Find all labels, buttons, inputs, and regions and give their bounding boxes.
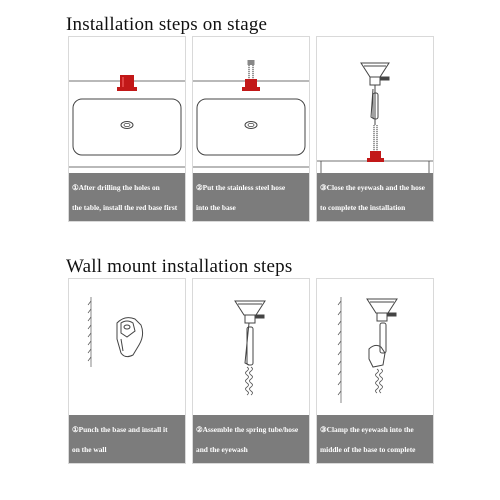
wall-bracket-illustration bbox=[69, 279, 185, 417]
wall-bracket-icon bbox=[369, 345, 385, 367]
eyewash-head-icon bbox=[367, 299, 397, 353]
wall-step-1-caption: ①Punch the base and install it on the wall bbox=[69, 415, 185, 463]
eyewash-stage-illustration bbox=[317, 37, 433, 175]
wall-hatch-icon bbox=[338, 297, 341, 403]
eyewash-spring-illustration bbox=[193, 279, 309, 417]
stage-step-2-panel bbox=[192, 36, 310, 222]
sink-hose-illustration bbox=[193, 37, 309, 175]
stage-step-1-caption: ①After drilling the holes on the table, install the red base first bbox=[69, 173, 185, 221]
hose-icon bbox=[248, 60, 255, 81]
wall-bracket-icon bbox=[117, 318, 143, 357]
stage-step-1-panel bbox=[68, 36, 186, 222]
wall-hatch-icon bbox=[88, 297, 91, 367]
eyewash-head-icon bbox=[361, 63, 389, 125]
wall-step-2-panel bbox=[192, 278, 310, 464]
wall-step-2-caption: ②Assemble the spring tube/hose and the eyewash bbox=[193, 415, 309, 463]
hose-icon bbox=[374, 125, 377, 155]
spring-tube-icon bbox=[246, 367, 253, 395]
eyewash-head-icon bbox=[235, 301, 265, 365]
stage-step-3-caption: ③Close the eyewash and the hose to complete the installation bbox=[317, 173, 433, 221]
wall-step-3-caption: ③Clamp the eyewash into the middle of the base to complete bbox=[317, 415, 433, 463]
red-base-icon bbox=[117, 75, 137, 91]
stage-step-2-caption: ②Put the stainless steel hose into the base bbox=[193, 173, 309, 221]
wall-section-title: Wall mount installation steps bbox=[66, 256, 293, 277]
wall-step-3-panel bbox=[316, 278, 434, 464]
stage-step-3-panel bbox=[316, 36, 434, 222]
red-base-icon bbox=[367, 151, 384, 162]
wall-step-1-panel bbox=[68, 278, 186, 464]
sink-red-base-illustration bbox=[69, 37, 185, 175]
spring-tube-icon bbox=[376, 369, 383, 393]
eyewash-wall-illustration bbox=[317, 279, 433, 417]
stage-section-title: Installation steps on stage bbox=[66, 14, 268, 35]
